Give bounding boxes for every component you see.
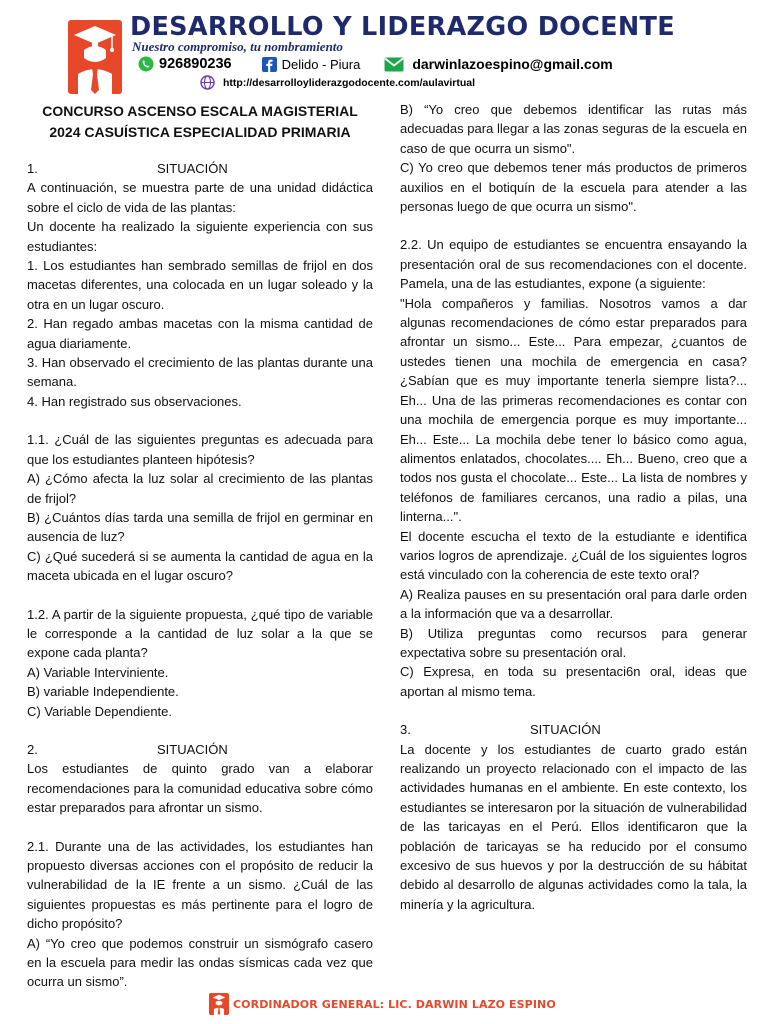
question-text: El docente escucha el texto de la estudiante e identifica varios logros de aprendizaje. ¿Cuál de los siguientes logros está vinculado con la coherencia de este texto oral? — [400, 528, 747, 583]
question-2-2: 2.2. Un equipo de estudiantes se encuentra ensayando la presentación oral de sus recomendaciones con el docente. Pamela, una de las estudiantes, expone (a siguiente: — [400, 237, 747, 292]
whatsapp-icon — [138, 56, 154, 72]
answer-option: B) Utiliza preguntas como recursos para generar expectativa sobre su presentación oral. — [400, 625, 747, 660]
email-address[interactable]: darwinlazoespino@gmail.com — [412, 56, 613, 72]
email-icon — [384, 57, 404, 72]
answer-option: B) variable Independiente. — [27, 684, 179, 700]
footer-logo — [209, 993, 229, 1015]
website-link[interactable]: http://desarrolloyliderazgodocente.com/aulavirtual — [223, 76, 476, 89]
answer-option: C) Variable Dependiente. — [27, 703, 173, 719]
left-column — [27, 100, 373, 992]
list-item: 3. Han observado el crecimiento de las plantas durante una semana. — [27, 355, 373, 390]
url-row — [200, 75, 475, 90]
page-header — [70, 12, 710, 92]
question-1-2: 1.2. A partir de la siguiente propuesta, ¿qué tipo de variable le corresponde a la cantidad de luz solar a la que se expone cada planta? — [27, 606, 373, 661]
location-text: Delido - Piura — [281, 56, 361, 72]
situation-number: 3. — [400, 722, 411, 738]
paragraph: A continuación, se muestra parte de una unidad didáctica sobre el ciclo de vida de las plantas: — [27, 180, 373, 215]
situation-label: SITUACIÓN — [157, 161, 228, 176]
situation-2-heading — [27, 740, 373, 759]
facebook-icon — [262, 57, 277, 72]
paragraph: Un docente ha realizado la siguiente experiencia con sus estudiantes: — [27, 219, 373, 254]
situation-3-heading — [400, 720, 747, 739]
answer-option: C) Yo creo que debemos tener más productos de primeros auxilios en el botiquín de la escuela para atender a las personas luego de que ocurra un sismo". — [400, 160, 747, 215]
answer-option: A) Realiza pauses en su presentación oral para darle orden a la información que va a desarrollar. — [400, 586, 747, 622]
title-line-1: CONCURSO ASCENSO ESCALA MAGISTERIAL — [42, 103, 358, 119]
answer-option: B) “Yo creo que debemos identificar las rutas más adecuadas para llegar a las zonas seguras de la escuela en caso de que ocurra un sismo". — [400, 102, 747, 156]
student-quote: "Hola compañeros y familias. Nosotros vamos a dar algunas recomendaciones de cómo estar preparados para afrontar un sismo... Este... Para empezar, ¿cuantos de ustedes tienen una mochila de emergencia en casa? ¿Sabían que es muy importante tenerla siempre lista?... Eh... Una de las primeras recomendaciones es contar con una mochila de emergencia porque es muy importante... Eh... Este... La mochila debe tener lo básico como agua, alimentos enlatados, chocolates.... Eh... Bueno, creo que a todos nos gusta el chocolate... Este... La lista de nombres y teléfonos de familiares cercanos, una radio a pilas, una linterna...". — [400, 295, 747, 525]
situation-number: 1. — [27, 161, 38, 176]
question-1-1: 1.1. ¿Cuál de las siguientes preguntas es adecuada para que los estudiantes planteen hipótesis? — [27, 432, 373, 467]
document-title — [27, 101, 373, 143]
situation-number: 2. — [27, 741, 38, 757]
right-column — [400, 100, 747, 914]
situation-1-heading — [27, 159, 373, 178]
contact-row — [138, 54, 613, 74]
paragraph: La docente y los estudiantes de cuarto grado están realizando un proyecto relacionado con el impacto de las actividades humanas en el ambiente. En este contexto, los estudiantes se interesaron por la situación de vulnerabilidad de las taricayas en el Perú. Ellos identificaron que la población de taricayas se ha reducido por el consumo excesivo de sus huevos y por la destrucción de su hábitat debido al desarrollo de algunas actividades como la tala, la minería y la agricultura. — [400, 741, 747, 912]
graduate-logo-icon — [209, 993, 229, 1015]
answer-option: A) Variable Interviniente. — [27, 664, 169, 680]
graduate-logo-icon — [68, 20, 122, 94]
brand-tagline: Nuestro compromiso, tu nombramiento — [132, 39, 343, 54]
answer-option: B) ¿Cuántos días tarda una semilla de frijol en germinar en ausencia de luz? — [27, 509, 373, 545]
answer-option: A) “Yo creo que podemos construir un sismógrafo casero en la escuela para medir las ondas sísmicas cada vez que ocurra un sismo”. — [27, 935, 373, 990]
list-item: 4. Han registrado sus observaciones. — [27, 393, 242, 409]
footer-coordinator: CORDINADOR GENERAL: LIC. DARWIN LAZO ESPINO — [233, 997, 556, 1011]
situation-label: SITUACIÓN — [530, 722, 601, 738]
brand-logo — [68, 20, 122, 94]
question-2-1: 2.1. Durante una de las actividades, los estudiantes han propuesto diversas acciones con el propósito de reducir la vulnerabilidad de la IE frente a un sismo. ¿Cuál de las siguientes propuestas es más pertinente para el logro de dicho propósito? — [27, 838, 373, 932]
phone-number[interactable]: 926890236 — [159, 56, 232, 72]
page-footer — [209, 993, 556, 1015]
answer-option: C) ¿Qué sucederá si se aumenta la cantidad de agua en la maceta ubicada en el lugar oscuro? — [27, 548, 373, 584]
situation-label: SITUACIÓN — [157, 741, 228, 757]
paragraph: Los estudiantes de quinto grado van a elaborar recomendaciones para la comunidad educativa sobre cómo estar preparados para afrontar un sismo. — [27, 761, 373, 816]
answer-option: A) ¿Cómo afecta la luz solar al crecimiento de las plantas de frijol? — [27, 471, 373, 506]
title-line-2: 2024 CASUÍSTICA ESPECIALIDAD PRIMARIA — [49, 124, 351, 140]
list-item: 1. Los estudiantes han sembrado semillas de frijol en dos macetas diferentes, una colocada en un lugar soleado y la otra en un lugar oscuro. — [27, 258, 373, 312]
globe-icon — [200, 75, 215, 90]
answer-option: C) Expresa, en toda su presentaci6n oral, ideas que aportan al mismo tema. — [400, 664, 747, 699]
list-item: 2. Han regado ambas macetas con la misma cantidad de agua diariamente. — [27, 316, 373, 351]
brand-title: DESARROLLO Y LIDERAZGO DOCENTE — [130, 12, 675, 42]
